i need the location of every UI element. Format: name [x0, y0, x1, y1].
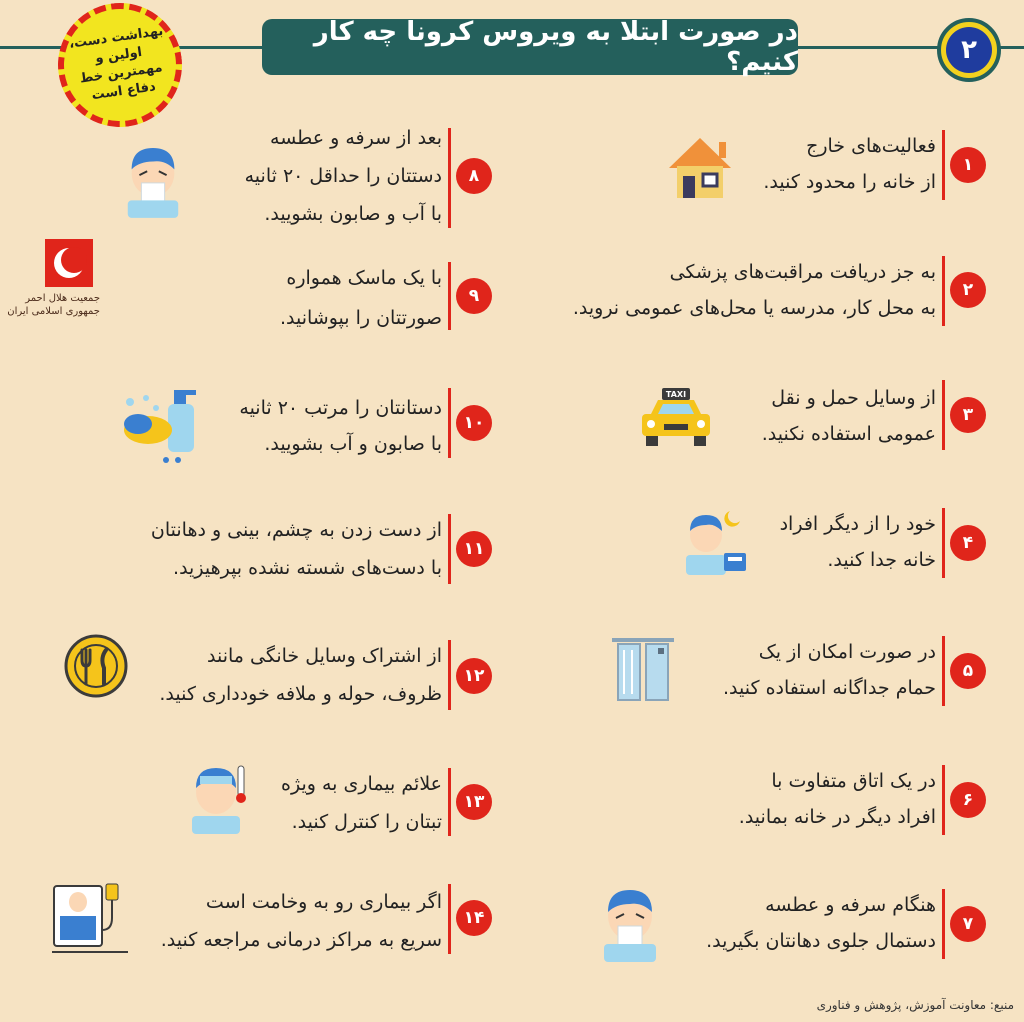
- item-line: به محل کار، مدرسه یا محل‌های عمومی نروید.: [572, 297, 936, 319]
- item-line: در یک اتاق متفاوت با: [771, 770, 936, 792]
- item-line: دستتان را حداقل ۲۰ ثانیه: [244, 165, 442, 187]
- item-line: علائم بیماری به ویژه: [281, 773, 442, 795]
- logo-caption-1: جمعیت هلال احمر: [25, 293, 100, 304]
- hospital-bed-icon: [50, 882, 130, 956]
- source-credit: منبع: معاونت آموزش، پژوهش و فناوری: [816, 998, 1014, 1012]
- fever-icon: [186, 762, 254, 834]
- item-line: با دست‌های شسته نشده بپرهیزید.: [173, 557, 442, 579]
- item-number: ۵: [950, 653, 986, 689]
- item-divider: [942, 256, 945, 326]
- item-line: ظروف، حوله و ملافه خودداری کنید.: [159, 683, 442, 705]
- page-title: در صورت ابتلا به ویروس کرونا چه کار کنیم؟: [262, 19, 798, 75]
- item-line: صورتتان را بپوشانید.: [279, 307, 442, 329]
- item-line: عمومی استفاده نکنید.: [761, 423, 936, 445]
- shower-icon: [610, 636, 676, 702]
- item-number: ۱۰: [456, 405, 492, 441]
- red-crescent-icon: [44, 238, 94, 288]
- item-divider: [942, 636, 945, 706]
- section-number-badge: [937, 18, 1001, 82]
- item-divider: [942, 130, 945, 200]
- item-number: ۹: [456, 278, 492, 314]
- item-line: از وسایل حمل و نقل: [771, 387, 936, 409]
- item-line: به جز دریافت مراقبت‌های پزشکی: [669, 261, 936, 283]
- item-line: خود را از دیگر افراد: [779, 513, 936, 535]
- item-divider: [448, 640, 451, 710]
- item-divider: [448, 768, 451, 836]
- item-number: ۶: [950, 782, 986, 818]
- item-number: ۱۴: [456, 900, 492, 936]
- item-line: دستانتان را مرتب ۲۰ ثانیه: [239, 397, 442, 419]
- logo-caption-2: جمهوری اسلامی ایران: [7, 306, 100, 317]
- item-number: ۲: [950, 272, 986, 308]
- item-number: ۳: [950, 397, 986, 433]
- item-divider: [448, 128, 451, 228]
- seal-text: بهداشت دست، اولین و مهمترین خط دفاع است: [68, 23, 165, 104]
- item-number: ۱: [950, 147, 986, 183]
- item-line: افراد دیگر در خانه بمانید.: [738, 806, 936, 828]
- item-line: حمام جداگانه استفاده کنید.: [723, 677, 936, 699]
- item-line: در صورت امکان از یک: [758, 641, 936, 663]
- item-line: سریع به مراکز درمانی مراجعه کنید.: [160, 929, 442, 951]
- item-line: بعد از سرفه و عطسه: [270, 127, 442, 149]
- item-line: از دست زدن به چشم، بینی و دهانتان: [150, 519, 442, 541]
- item-number: ۱۳: [456, 784, 492, 820]
- house-icon: [665, 132, 735, 202]
- item-line: با صابون و آب بشویید.: [264, 433, 442, 455]
- item-divider: [942, 380, 945, 450]
- item-number: ۴: [950, 525, 986, 561]
- item-line: با آب و صابون بشویید.: [264, 203, 442, 225]
- item-number: ۸: [456, 158, 492, 194]
- item-divider: [942, 889, 945, 959]
- sneeze-icon: [120, 140, 186, 220]
- item-divider: [448, 388, 451, 458]
- taxi-icon: [638, 386, 714, 450]
- hand-hygiene-seal: [50, 0, 190, 135]
- item-divider: [942, 508, 945, 578]
- handwash-icon: [116, 384, 200, 464]
- taxi-sign-text: TAXI: [665, 390, 687, 399]
- item-line: دستمال جلوی دهانتان بگیرید.: [706, 930, 936, 952]
- item-number: ۱۱: [456, 531, 492, 567]
- isolated-person-icon: [680, 505, 752, 577]
- item-line: از خانه را محدود کنید.: [763, 171, 936, 193]
- item-line: فعالیت‌های خارج: [806, 135, 936, 157]
- item-number: ۱۲: [456, 658, 492, 694]
- section-number: ۲: [946, 27, 992, 73]
- item-line: با یک ماسک همواره: [286, 267, 442, 289]
- item-divider: [448, 514, 451, 584]
- item-number: ۷: [950, 906, 986, 942]
- item-divider: [942, 765, 945, 835]
- item-line: خانه جدا کنید.: [827, 549, 936, 571]
- item-line: اگر بیماری رو به وخامت است: [205, 891, 442, 913]
- item-line: از اشتراک وسایل خانگی مانند: [207, 645, 442, 667]
- item-divider: [448, 884, 451, 954]
- item-line: هنگام سرفه و عطسه: [765, 894, 936, 916]
- sneeze-icon: [596, 884, 664, 962]
- item-divider: [448, 262, 451, 330]
- item-line: تبتان را کنترل کنید.: [291, 811, 442, 833]
- red-crescent-logo: [7, 238, 100, 318]
- utensils-icon: [64, 634, 128, 698]
